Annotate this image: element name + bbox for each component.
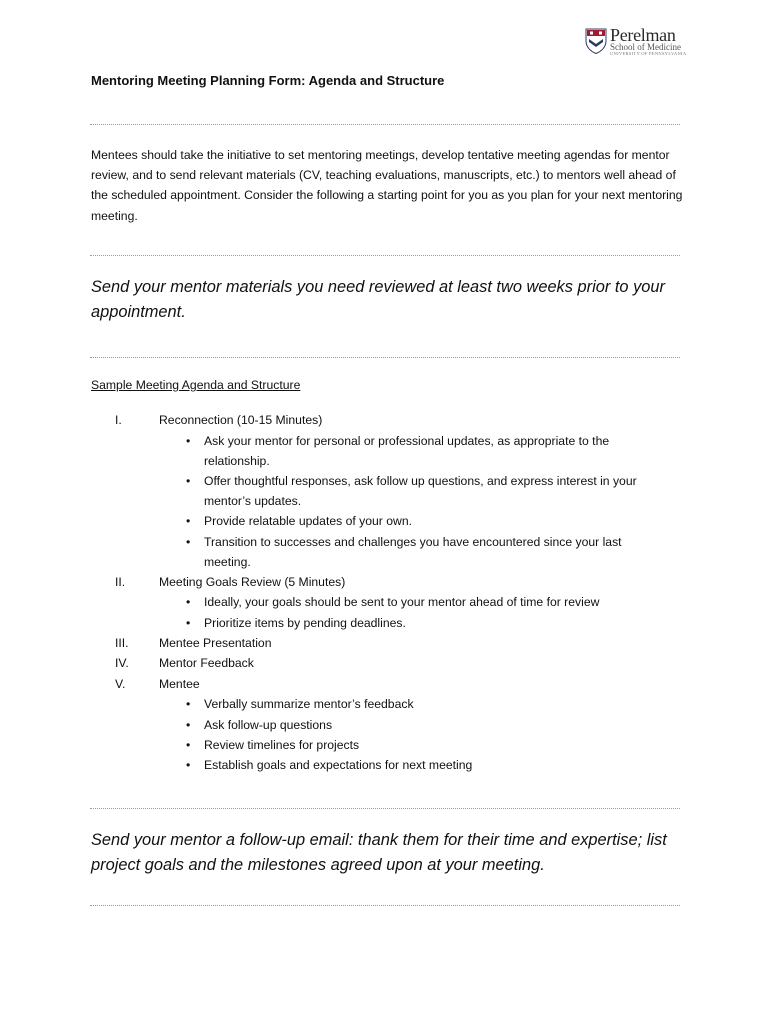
- divider: [90, 905, 680, 906]
- agenda-numeral: I.: [115, 413, 122, 427]
- divider: [90, 124, 680, 125]
- divider: [90, 808, 680, 809]
- agenda-item-label: Reconnection (10-15 Minutes): [159, 413, 323, 427]
- bullet-icon: •: [186, 717, 191, 732]
- agenda-list: [91, 410, 681, 775]
- agenda-bullet: [91, 755, 664, 775]
- agenda-bullet: [91, 592, 664, 612]
- bullet-icon: •: [186, 615, 191, 630]
- bullet-text: Prioritize items by pending deadlines.: [204, 615, 406, 630]
- bullet-icon: •: [186, 697, 191, 712]
- agenda-bullet: [91, 532, 664, 572]
- agenda-bullet: [91, 431, 664, 471]
- agenda-item: [91, 653, 681, 674]
- divider: [90, 357, 680, 358]
- bullet-text: Ask follow-up questions: [204, 717, 333, 732]
- divider: [90, 255, 680, 256]
- agenda-bullet: [91, 735, 664, 755]
- bullet-text: Ideally, your goals should be sent to your mentor ahead of time for review: [204, 595, 600, 610]
- agenda-item: [91, 674, 681, 775]
- bullet-text: Establish goals and expectations for next meeting: [204, 757, 473, 772]
- bullet-text: Transition to successes and challenges you have encountered since your last meeting.: [204, 534, 622, 569]
- bullet-text: Provide relatable updates of your own.: [204, 514, 412, 529]
- penn-shield-icon: [585, 28, 607, 54]
- agenda-numeral: V.: [115, 676, 126, 691]
- bullet-icon: •: [186, 737, 191, 752]
- perelman-logo: [585, 26, 685, 56]
- bullet-text: Ask your mentor for personal or professional updates, as appropriate to the relationship.: [204, 433, 610, 468]
- bullet-icon: •: [186, 433, 191, 448]
- agenda-numeral: IV.: [115, 656, 129, 671]
- bullet-text: Offer thoughtful responses, ask follow up questions, and express interest in your mentor’s updates.: [204, 473, 637, 509]
- callout-send-materials: Send your mentor materials you need reviewed at least two weeks prior to your appointment.: [91, 278, 665, 321]
- agenda-heading: Sample Meeting Agenda and Structure: [91, 378, 301, 392]
- agenda-numeral: II.: [115, 574, 126, 589]
- agenda-numeral: III.: [115, 635, 129, 650]
- bullet-icon: •: [186, 473, 191, 488]
- agenda-bullet: [91, 715, 664, 735]
- agenda-item: [91, 410, 681, 572]
- logo-university: UNIVERSITY OF PENNSYLVANIA: [610, 51, 687, 56]
- bullet-icon: •: [186, 534, 191, 549]
- intro-paragraph: Mentees should take the initiative to set mentoring meetings, develop tentative meeting agendas for mentor review, and to send relevant materials (CV, teaching evaluations, manuscripts, etc.) to mentors well ahead of the scheduled appointment. Consider the following a starting point for you as you plan for your next mentoring meeting.: [91, 148, 683, 223]
- agenda-item: [91, 572, 681, 633]
- page-title: Mentoring Meeting Planning Form: Agenda and Structure: [91, 73, 445, 88]
- agenda-bullet: [91, 694, 664, 714]
- bullet-icon: •: [186, 514, 191, 529]
- callout-follow-up-email: Send your mentor a follow-up email: thank them for their time and expertise; list project goals and the milestones agreed upon at your meeting.: [91, 831, 667, 874]
- agenda-item-label: Mentee: [159, 676, 200, 691]
- agenda-item-label: Mentee Presentation: [159, 635, 272, 650]
- agenda-item-label: Mentor Feedback: [159, 656, 254, 671]
- logo-school: School of Medicine: [610, 42, 681, 52]
- logo-name: Perelman: [610, 25, 676, 45]
- bullet-text: Review timelines for projects: [204, 737, 360, 752]
- bullet-text: Verbally summarize mentor’s feedback: [204, 697, 414, 712]
- agenda-item: [91, 633, 681, 654]
- agenda-bullet: [91, 613, 664, 633]
- agenda-bullet: [91, 511, 664, 531]
- agenda-item-label: Meeting Goals Review (5 Minutes): [159, 574, 346, 589]
- bullet-icon: •: [186, 595, 191, 610]
- agenda-bullet: [91, 471, 664, 511]
- bullet-icon: •: [186, 757, 191, 772]
